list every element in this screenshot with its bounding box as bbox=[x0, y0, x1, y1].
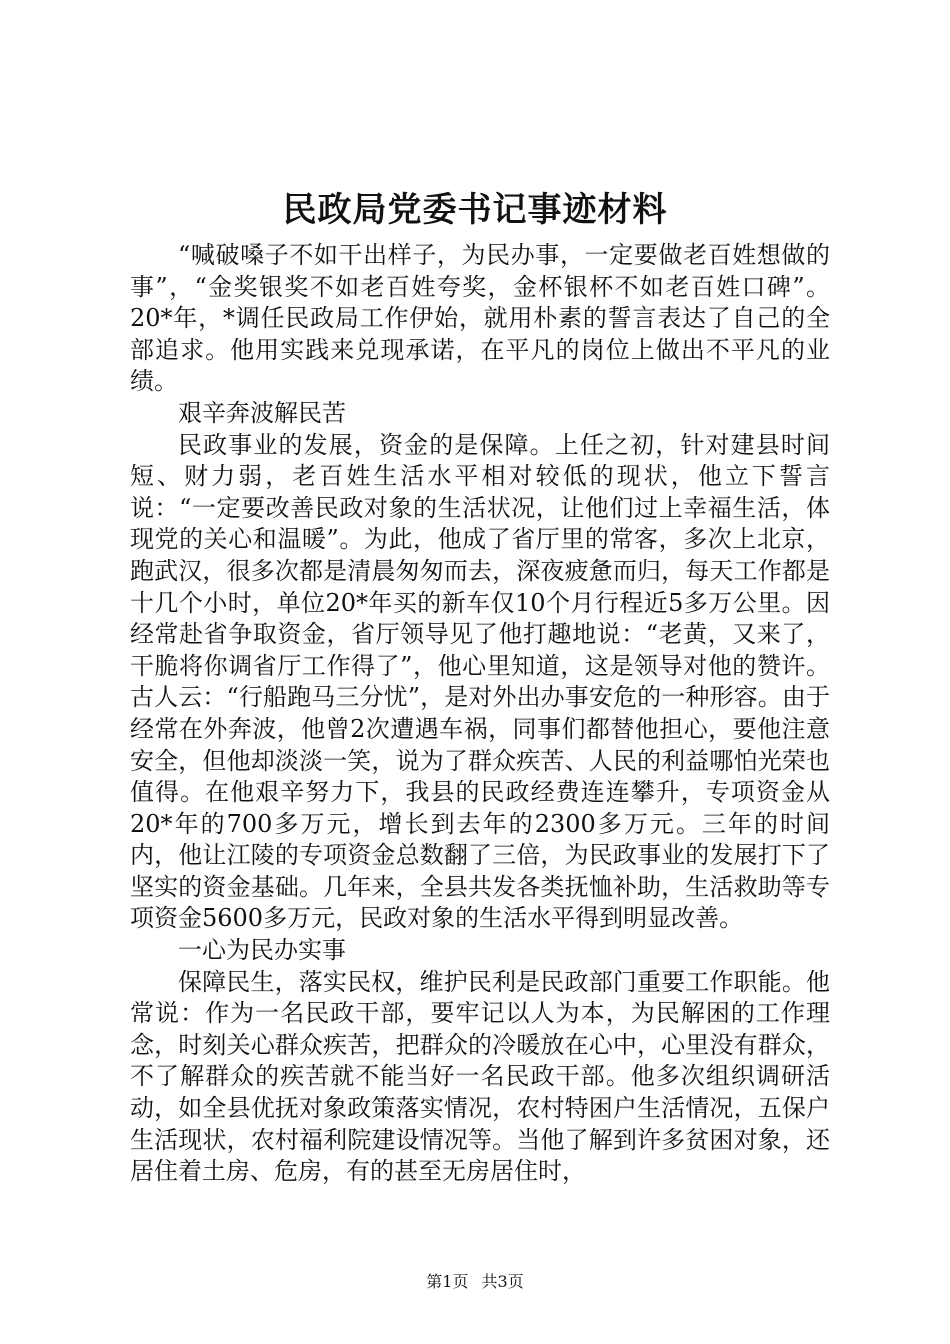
page-number: 第1页 bbox=[426, 1272, 469, 1291]
paragraph-section-1: 民政事业的发展，资金的是保障。上任之初，针对建县时间短、财力弱，老百姓生活水平相对较低的现状，他立下誓言说：“一定要改善民政对象的生活状况，让他们过上幸福生活，体现党的关心和温暖”。为此，他成了省厅里的常客，多次上北京，跑武汉，很多次都是清晨匆匆而去，深夜疲惫而归，每天工作都是十几个小时，单位20*年买的新车仅10个月行程近5多万公里。因经常赴省争取资金，省厅领导见了他打趣地说：“老黄，又来了，干脆将你调省厅工作得了”，他心里知道，这是领导对他的赞许。古人云：“行船跑马三分忧”，是对外出办事安危的一种形容。由于经常在外奔波，他曾2次遭遇车祸，同事们都替他担心，要他注意安全，但他却淡淡一笑，说为了群众疾苦、人民的利益哪怕光荣也值得。在他艰辛努力下，我县的民政经费连连攀升，专项资金从20*年的700多万元，增长到去年的2300多万元。三年的时间内，他让江陵的专项资金总数翻了三倍，为民政事业的发展打下了坚实的资金基础。几年来，全县共发各类抚恤补助，生活救助等专项资金5600多万元，民政对象的生活水平得到明显改善。 bbox=[130, 430, 830, 933]
document-body bbox=[130, 240, 830, 1188]
section-heading-1: 艰辛奔波解民苦 bbox=[178, 398, 346, 427]
document-title: 民政局党委书记事迹材料 bbox=[282, 190, 668, 230]
page-footer bbox=[0, 1270, 950, 1294]
paragraph-intro: “喊破嗓子不如干出样子，为民办事，一定要做老百姓想做的事”，“金奖银奖不如老百姓夸奖，金杯银杯不如老百姓口碑”。20*年，*调任民政局工作伊始，就用朴素的誓言表达了自己的全部追求。他用实践来兑现承诺，在平凡的岗位上做出不平凡的业绩。 bbox=[130, 241, 830, 396]
paragraph-section-2: 保障民生，落实民权，维护民利是民政部门重要工作职能。他常说：作为一名民政干部，要牢记以人为本，为民解困的工作理念，时刻关心群众疾苦，把群众的冷暖放在心中，心里没有群众，不了解群众的疾苦就不能当好一名民政干部。他多次组织调研活动，如全县优抚对象政策落实情况，农村特困户生活情况，五保户生活现状，农村福利院建设情况等。当他了解到许多贫困对象，还居住着土房、危房，有的甚至无房居住时， bbox=[130, 967, 830, 1186]
page-total: 共3页 bbox=[481, 1272, 524, 1291]
section-heading-2: 一心为民办实事 bbox=[178, 936, 346, 965]
